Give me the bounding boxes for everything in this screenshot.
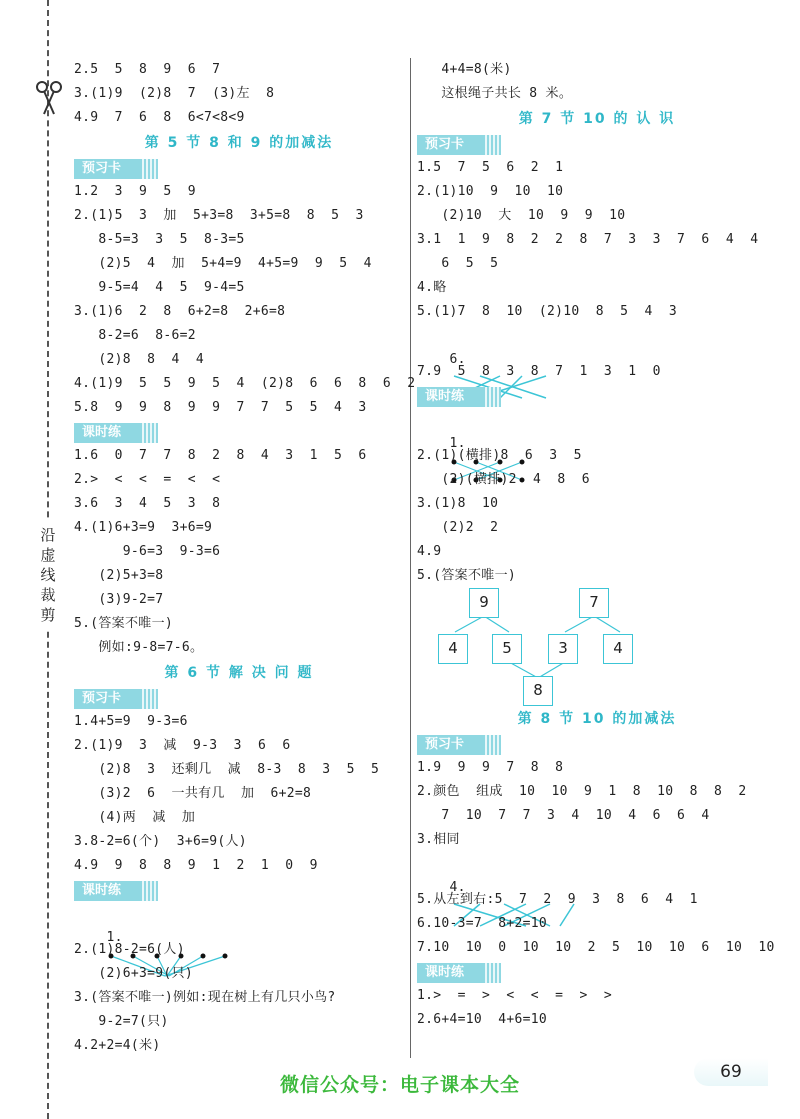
answer-line: 4.(1)9 5 5 9 5 4 (2)8 6 6 8 6 2 [74, 376, 416, 391]
tree-node: 4 [438, 634, 468, 664]
preview-badge: 预习卡 [74, 689, 158, 709]
answer-line: 7.9 5 8 3 8 7 1 3 1 0 [417, 364, 661, 379]
cut-char: 裁 [40, 586, 56, 604]
question-number: 1. [449, 436, 466, 451]
number-tree-diagram [427, 588, 777, 706]
cut-char: 剪 [40, 606, 56, 624]
tree-node: 5 [492, 634, 522, 664]
answer-line: 3.相同 [417, 832, 460, 847]
answer-block [74, 710, 404, 878]
answer-line: (2)5+3=8 [74, 568, 164, 583]
answer-block [74, 938, 404, 1058]
answer-line: 2.颜色 组成 10 10 9 1 8 10 8 8 2 [417, 784, 747, 799]
homework-badge: 课时练 [74, 423, 158, 443]
answer-line: 1.9 9 9 7 8 8 [417, 760, 564, 775]
cut-char: 虚 [40, 546, 56, 564]
answer-line: (2)(横排)2 4 8 6 [417, 472, 590, 487]
column-divider [410, 58, 411, 1058]
answer-line: 9-6=3 9-3=6 [74, 544, 221, 559]
tree-node: 3 [548, 634, 578, 664]
answer-line: 5.8 9 9 8 9 9 7 7 5 5 4 3 [74, 400, 367, 415]
answer-line: 2.(1)8-2=6(人) [74, 942, 185, 957]
answer-line: 3.(1)9 (2)8 7 (3)左 8 [74, 86, 275, 101]
answer-line: 7 10 7 7 3 4 10 4 6 6 4 [417, 808, 710, 823]
answer-line: 2.(1)(横排)8 6 3 5 [417, 448, 582, 463]
answer-line: 4.2+2=4(米) [74, 1038, 161, 1053]
answer-line: (3)2 6 一共有几 加 6+2=8 [74, 786, 312, 801]
answer-line: (2)2 2 [417, 520, 499, 535]
answer-block [417, 156, 777, 324]
answer-block [74, 444, 404, 660]
homework-badge: 课时练 [74, 881, 158, 901]
answer-line: (2)8 8 4 4 [74, 352, 205, 367]
answer-line: 8-5=3 3 5 8-3=5 [74, 232, 245, 247]
section-title: 第 5 节 8 和 9 的加减法 [144, 135, 334, 151]
answer-line: 1.> = > < < = > > [417, 988, 613, 1003]
answer-line: 5.(答案不唯一) [74, 616, 174, 631]
answer-line: (3)9-2=7 [74, 592, 164, 607]
answer-line: 1.4+5=9 9-3=6 [74, 714, 188, 729]
answer-line: 3.(答案不唯一)例如:现在树上有几只小鸟? [74, 990, 336, 1005]
answer-block [417, 444, 777, 588]
preview-badge: 预习卡 [74, 159, 158, 179]
homework-badge: 课时练 [417, 963, 501, 983]
section-title: 第 6 节 解 决 问 题 [164, 665, 314, 681]
answer-line: 7.10 10 0 10 10 2 5 10 10 6 10 10 [417, 940, 775, 955]
answer-line [417, 408, 777, 451]
answer-line: 2.> < < = < < [74, 472, 221, 487]
left-column [74, 58, 416, 1058]
answer-line: (4)两 减 加 [74, 810, 196, 825]
answer-line: 2.(1)9 3 减 9-3 3 6 6 [74, 738, 291, 753]
answer-line: (2)6+3=9(只) [74, 966, 193, 981]
answer-line: 这根绳子共长 8 米。 [417, 86, 573, 101]
answer-line: 3.1 1 9 8 2 2 8 7 3 3 7 6 4 4 [417, 232, 759, 247]
question-number: 4. [449, 880, 466, 895]
answer-line: 4+4=8(米) [417, 62, 512, 77]
answer-block [417, 360, 777, 384]
answer-line: 5.从左到右:5 7 2 9 3 8 6 4 1 [417, 892, 698, 907]
answer-line: 5.(1)7 8 10 (2)10 8 5 4 3 [417, 304, 678, 319]
cut-instruction [38, 525, 58, 625]
cut-char: 沿 [40, 526, 56, 544]
answer-line: 2.(1)5 3 加 5+3=8 3+5=8 8 5 3 [74, 208, 364, 223]
answer-line: (2)8 3 还剩几 减 8-3 8 3 5 5 [74, 762, 380, 777]
question-number: 1. [106, 930, 123, 945]
answer-line: (2)5 4 加 5+4=9 4+5=9 9 5 4 [74, 256, 372, 271]
answer-line: 2.5 5 8 9 6 7 [74, 62, 221, 77]
answer-block [74, 180, 416, 420]
right-column [417, 58, 777, 1032]
answer-line: 6.10-3=7 8+2=10 [417, 916, 548, 931]
answer-line: 1.5 7 5 6 2 1 [417, 160, 564, 175]
tree-node: 4 [603, 634, 633, 664]
answer-block [417, 58, 777, 106]
answer-line: 3.6 3 4 5 3 8 [74, 496, 221, 511]
answer-line: 2.6+4=10 4+6=10 [417, 1012, 548, 1027]
answer-line: 4.9 7 6 8 6<7<8<9 [74, 110, 245, 125]
cut-char: 线 [40, 566, 56, 584]
question-number: 6. [449, 352, 466, 367]
answer-line: 8-2=6 8-6=2 [74, 328, 196, 343]
tree-node: 8 [523, 676, 553, 706]
answer-line: 5.(答案不唯一) [417, 568, 517, 583]
answer-line: 2.(1)10 9 10 10 [417, 184, 564, 199]
answer-block [74, 58, 404, 130]
answer-line: 6 5 5 [417, 256, 499, 271]
answer-line: 例如:9-8=7-6。 [74, 640, 204, 655]
tree-node: 9 [469, 588, 499, 618]
preview-badge: 预习卡 [417, 135, 501, 155]
preview-badge: 预习卡 [417, 735, 501, 755]
answer-line [417, 324, 777, 367]
wechat-watermark: 微信公众号：电子课本大全 [279, 1074, 520, 1096]
answer-block [417, 756, 777, 852]
page-number: 69 [694, 1058, 768, 1086]
answer-line: 4.9 [417, 544, 442, 559]
answer-line [74, 902, 404, 945]
section-title: 第 8 节 10 的加减法 [517, 711, 677, 727]
answer-block [417, 888, 777, 960]
answer-line: 4.略 [417, 280, 447, 295]
homework-badge: 课时练 [417, 387, 501, 407]
answer-block [417, 984, 777, 1032]
tree-node: 7 [579, 588, 609, 618]
answer-line: 3.(1)8 10 [417, 496, 499, 511]
scissors-icon [34, 80, 64, 116]
answer-line: 9-5=4 4 5 9-4=5 [74, 280, 245, 295]
answer-line: 1.2 3 9 5 9 [74, 184, 196, 199]
answer-line [417, 852, 777, 895]
answer-line: 4.9 9 8 8 9 1 2 1 0 9 [74, 858, 318, 873]
answer-line: 3.(1)6 2 8 6+2=8 2+6=8 [74, 304, 286, 319]
answer-line: 3.8-2=6(个) 3+6=9(人) [74, 834, 247, 849]
answer-line: (2)10 大 10 9 9 10 [417, 208, 626, 223]
answer-line: 4.(1)6+3=9 3+6=9 [74, 520, 213, 535]
section-title: 第 7 节 10 的 认 识 [518, 111, 676, 127]
answer-line: 1.6 0 7 7 8 2 8 4 3 1 5 6 [74, 448, 367, 463]
answer-line: 9-2=7(只) [74, 1014, 169, 1029]
